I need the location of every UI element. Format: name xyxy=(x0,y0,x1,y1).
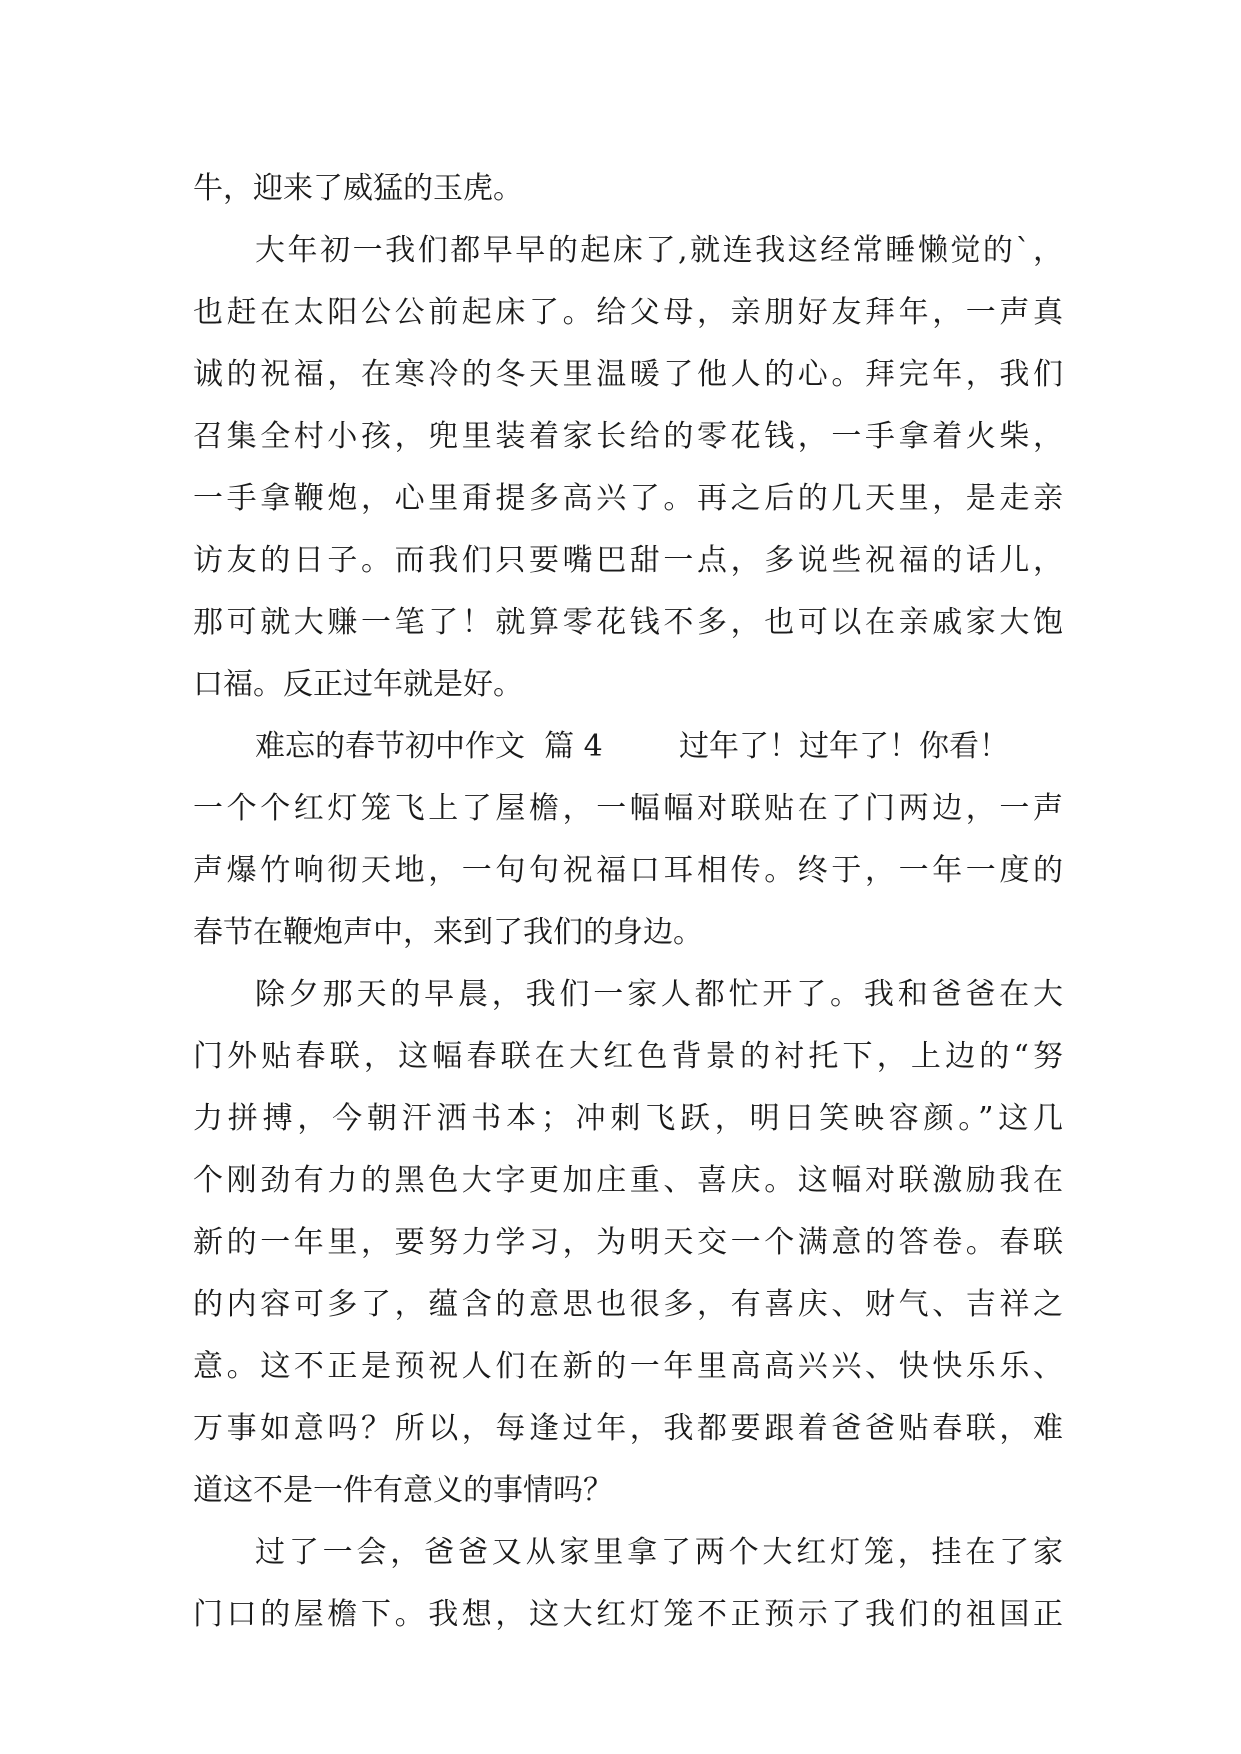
text-line: 门口的屋檐下。我想，这大红灯笼不正预示了我们的祖国正 xyxy=(193,1597,1063,1632)
text-line: 一个个红灯笼飞上了屋檐，一幅幅对联贴在了门两边，一声 xyxy=(193,791,1063,826)
text-line: 新的一年里，要努力学习，为明天交一个满意的答卷。春联 xyxy=(193,1225,1063,1260)
text-line: 门外贴春联，这幅春联在大红色背景的衬托下，上边的“努 xyxy=(193,1039,1063,1074)
text-line: 声爆竹响彻天地，一句句祝福口耳相传。终于，一年一度的 xyxy=(193,853,1063,888)
paragraph xyxy=(193,964,1063,1522)
text-line: 召集全村小孩，兜里装着家长给的零花钱，一手拿着火柴， xyxy=(193,419,1063,454)
text-line: 口福。反正过年就是好。 xyxy=(193,667,523,702)
text-line: 春节在鞭炮声中，来到了我们的身边。 xyxy=(193,915,703,950)
paragraph xyxy=(193,1522,1063,1646)
text-line: 那可就大赚一笔了！就算零花钱不多，也可以在亲戚家大饱 xyxy=(193,605,1063,640)
text-line: 除夕那天的早晨，我们一家人都忙开了。我和爸爸在大 xyxy=(255,977,1063,1012)
text-line: 万事如意吗？所以，每逢过年，我都要跟着爸爸贴春联，难 xyxy=(193,1411,1063,1446)
text-line: 牛，迎来了威猛的玉虎。 xyxy=(193,171,523,206)
paragraph xyxy=(193,158,1063,220)
section-heading-line: 难忘的春节初中作文 篇 4 过年了！过年了！你看！ xyxy=(255,729,1009,764)
text-line: 个刚劲有力的黑色大字更加庄重、喜庆。这幅对联激励我在 xyxy=(193,1163,1063,1198)
text-line: 道这不是一件有意义的事情吗？ xyxy=(193,1473,613,1508)
text-line: 也赶在太阳公公前起床了。给父母，亲朋好友拜年，一声真 xyxy=(193,295,1063,330)
text-line: 大年初一我们都早早的起床了,就连我这经常睡懒觉的`， xyxy=(255,233,1063,268)
text-line: 一手拿鞭炮，心里甭提多高兴了。再之后的几天里，是走亲 xyxy=(193,481,1063,516)
text-line: 访友的日子。而我们只要嘴巴甜一点，多说些祝福的话儿， xyxy=(193,543,1063,578)
text-line: 力拼搏，今朝汗洒书本；冲刺飞跃，明日笑映容颜。”这几 xyxy=(193,1101,1063,1136)
paragraph xyxy=(193,716,1063,964)
text-line: 诚的祝福，在寒冷的冬天里温暖了他人的心。拜完年，我们 xyxy=(193,357,1063,392)
text-line: 意。这不正是预祝人们在新的一年里高高兴兴、快快乐乐、 xyxy=(193,1349,1063,1384)
paragraph xyxy=(193,220,1063,716)
text-line: 过了一会，爸爸又从家里拿了两个大红灯笼，挂在了家 xyxy=(255,1535,1063,1570)
text-line: 的内容可多了，蕴含的意思也很多，有喜庆、财气、吉祥之 xyxy=(193,1287,1063,1322)
essay-body xyxy=(193,158,1063,1646)
